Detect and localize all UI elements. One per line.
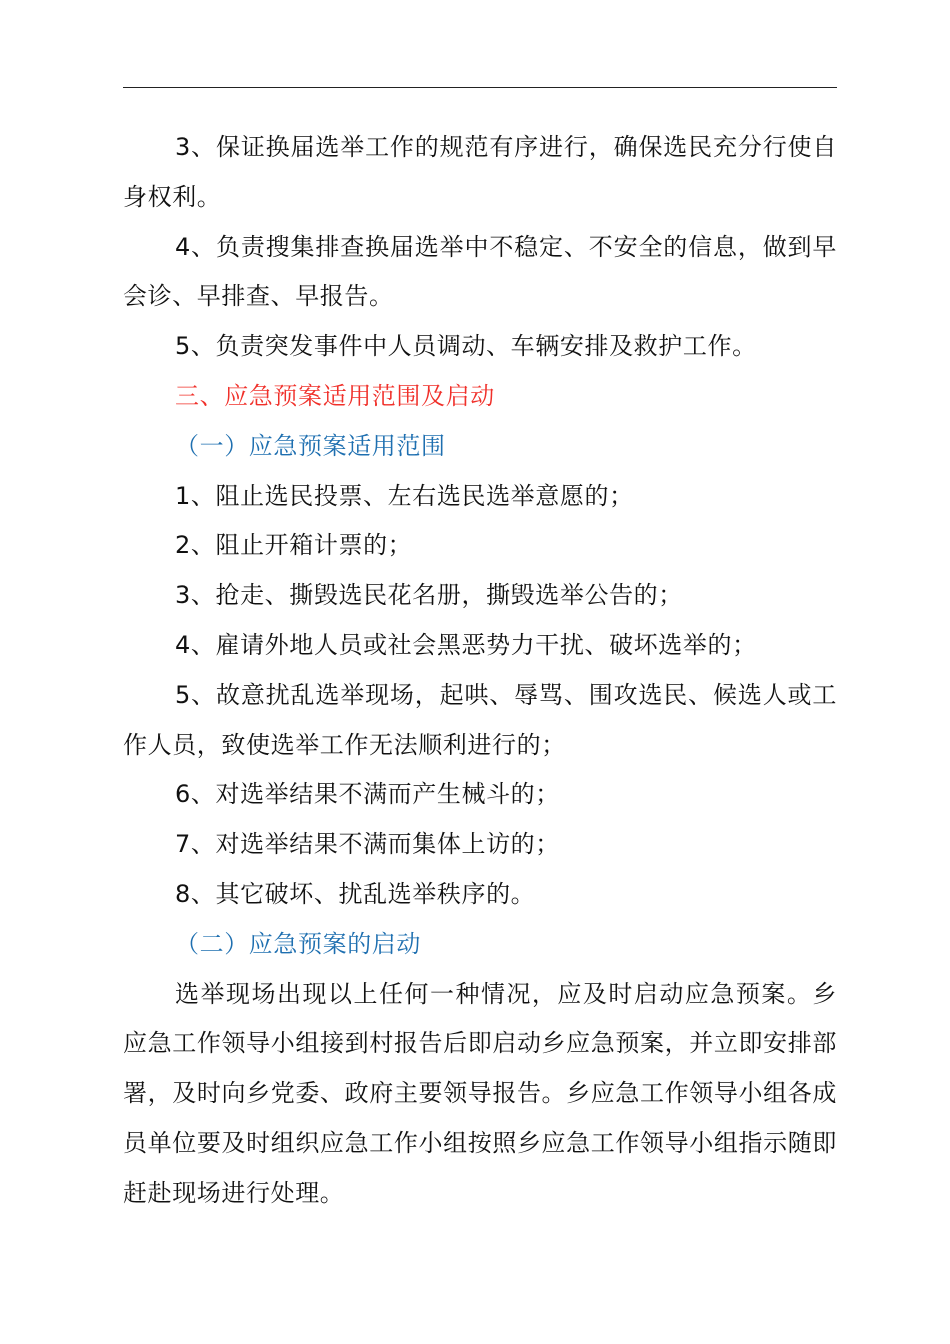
list-item: 4、雇请外地人员或社会黑恶势力干扰、破坏选举的； <box>175 630 757 659</box>
list-item: 8、其它破坏、扰乱选举秩序的。 <box>175 879 536 908</box>
subheading-activation: （二）应急预案的启动 <box>175 929 421 958</box>
paragraph-item-3: 3、保证换届选举工作的规范有序进行，确保选民充分行使自身权利。 <box>123 133 837 211</box>
subheading-scope: （一）应急预案适用范围 <box>175 431 446 460</box>
document-body <box>123 123 837 1219</box>
list-item: 5、故意扰乱选举现场，起哄、辱骂、围攻选民、候选人或工作人员，致使选举工作无法顺利进行的； <box>123 680 837 759</box>
list-item: 3、抢走、撕毁选民花名册，撕毁选举公告的； <box>175 581 683 610</box>
list-item: 7、对选举结果不满而集体上访的； <box>175 830 560 859</box>
section-heading: 三、应急预案适用范围及启动 <box>175 381 495 410</box>
header-rule <box>123 87 837 88</box>
list-item: 1、阻止选民投票、左右选民选举意愿的； <box>175 481 634 510</box>
list-item: 6、对选举结果不满而产生械斗的； <box>175 780 560 809</box>
activation-paragraph: 选举现场出现以上任何一种情况，应及时启动应急预案。乡应急工作领导小组接到村报告后即启动乡应急预案，并立即安排部署，及时向乡党委、政府主要领导报告。乡应急工作领导小组各成员单位要及时组织应急工作小组按照乡应急工作领导小组指示随即赶赴现场进行处理。 <box>123 979 837 1207</box>
paragraph-item-4: 4、负责搜集排查换届选举中不稳定、不安全的信息，做到早会诊、早排查、早报告。 <box>123 232 837 311</box>
list-item: 2、阻止开箱计票的； <box>175 531 413 560</box>
paragraph-item-5: 5、负责突发事件中人员调动、车辆安排及救护工作。 <box>175 332 757 361</box>
